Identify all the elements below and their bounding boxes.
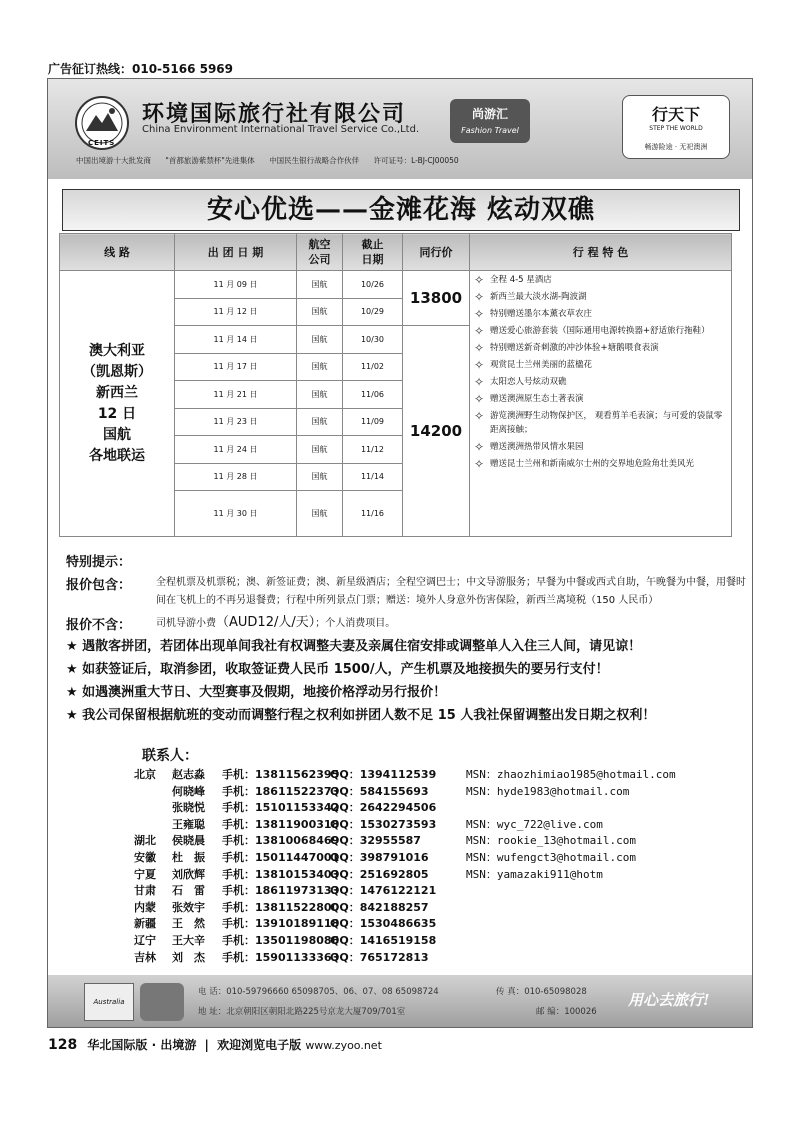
contact-row [134, 933, 676, 950]
company-header [48, 79, 752, 179]
contact-region: 甘肃 [134, 884, 156, 898]
contact-phone: 手机：13810068469 [222, 834, 340, 848]
feature-text: 赠送澳洲原生态土著表演 [490, 394, 584, 404]
page-footer [48, 1036, 382, 1053]
contact-phone: 手机：15101153342 [222, 801, 340, 815]
contact-qq: QQ：398791016 [330, 850, 429, 864]
star-outline-icon: ✧ [474, 341, 485, 355]
depart-date: 11 月 28 日 [175, 463, 297, 491]
feature-text: 特别赠送新奇刺激的冲沙体验+塘鹅喂食表演 [490, 343, 659, 353]
ad-hotline: 广告征订热线：010-5166 5969 [48, 62, 234, 76]
license-number: 许可证号：L-BJ-CJ00050 [373, 156, 459, 165]
star-outline-icon: ✧ [474, 375, 485, 389]
contact-msn: MSN：wufengct3@hotmail.com [466, 850, 636, 864]
contact-name: 赵志淼 [172, 768, 205, 781]
price-excludes [66, 614, 746, 633]
contact-qq: QQ：1476122121 [330, 884, 437, 898]
deadline: 11/12 [343, 436, 403, 464]
contact-row [134, 850, 676, 867]
contact-row [134, 916, 676, 933]
deadline: 10/29 [343, 298, 403, 326]
contact-name: 侯晓晨 [172, 834, 205, 848]
route-cell [60, 271, 175, 537]
contact-name: 王雍聪 [172, 817, 205, 831]
route-line: 国航 [103, 426, 131, 443]
tour-title-box [62, 189, 740, 231]
price-cell-2: 14200 [403, 326, 470, 537]
contact-name: 何晓峰 [172, 784, 205, 798]
feature-text: 赠送爱心旅游套装（国际通用电源转换器+舒适旅行拖鞋） [490, 326, 710, 336]
col-features: 行 程 特 色 [470, 234, 732, 271]
contact-name: 王 然 [172, 917, 205, 931]
star-outline-icon: ✧ [474, 457, 485, 471]
feature-text: 赠送昆士兰州和新南威尔士州的交界地危险角壮美风光 [490, 459, 695, 469]
footer-phone: 电 话：010-59796660 65098705、06、07、08 65098724 [198, 987, 439, 997]
contact-row [134, 900, 676, 917]
feature-item [474, 290, 727, 304]
airline: 国航 [297, 326, 343, 354]
star-outline-icon: ✧ [474, 440, 485, 454]
separator: | [204, 1038, 209, 1052]
policy-note: ★ 我公司保留根据航班的变动而调整行程之权利如拼团人数不足 15 人我社保留调整出发日期之权利！ [66, 708, 656, 723]
feature-item [474, 324, 727, 338]
contact-phone: 手机：18611973133 [222, 884, 340, 898]
route-line: （凯恩斯） [82, 363, 152, 380]
honor-3: 中国民生银行战略合作伙伴 [269, 156, 360, 165]
feature-text: 全程 4-5 星酒店 [490, 275, 552, 285]
col-deadline-label: 截止 日期 [361, 238, 384, 266]
contact-qq: QQ：584155693 [330, 784, 429, 798]
contact-qq: QQ：1530273593 [330, 817, 437, 831]
notes-title: 特别提示： [66, 555, 132, 570]
contact-name: 杜 振 [172, 850, 205, 864]
depart-date: 11 月 12 日 [175, 298, 297, 326]
contact-phone: 手机：13811900318 [222, 817, 340, 831]
policy-note: ★ 如获签证后，取消参团，收取签证费人民币 1500/人，产生机票及地接损失的要另行支付！ [66, 662, 609, 677]
special-notes [66, 551, 746, 725]
footer-fax: 传 真：010-65098028 [496, 987, 587, 997]
contact-name: 刘欣辉 [172, 867, 205, 881]
excludes-rest: ；个人消费项目。 [315, 618, 396, 629]
fashion-travel-logo [450, 99, 530, 143]
contact-phone: 手机：13810153403 [222, 867, 340, 881]
contact-region: 北京 [134, 768, 156, 781]
xingtianxia-logo [622, 95, 730, 159]
contact-phone: 手机：13501198086 [222, 933, 340, 947]
site-url: www.zyoo.net [305, 1039, 382, 1052]
depart-date: 11 月 24 日 [175, 436, 297, 464]
includes-text: 全程机票及机票税；澳、新签证费；澳、新星级酒店；全程空调巴士；中文导游服务；早餐为中餐或西式自助，午晚餐为中餐，用餐时间在飞机上的不再另退餐费；行程中所列景点门票；赠送：境外人身意外伤害保险，新西兰离境税（150 人民币） [156, 577, 746, 606]
star-outline-icon: ✧ [474, 307, 485, 321]
contact-qq: QQ：2642294506 [330, 801, 437, 815]
feature-item [474, 392, 727, 406]
honor-2: "首都旅游紫禁杯"先进集体 [165, 156, 255, 165]
contact-row [134, 833, 676, 850]
star-outline-icon: ✧ [474, 392, 485, 406]
feature-text: 新西兰最大淡水湖-陶波湖 [490, 292, 587, 302]
contact-row [134, 867, 676, 884]
airline: 国航 [297, 353, 343, 381]
contact-qq: QQ：1416519158 [330, 933, 437, 947]
contact-phone: 手机：18611522373 [222, 784, 340, 798]
airline: 国航 [297, 381, 343, 409]
contact-region: 宁夏 [134, 867, 156, 881]
contact-qq: QQ：32955587 [330, 834, 421, 848]
depart-date: 11 月 17 日 [175, 353, 297, 381]
honor-1: 中国出境游十大批发商 [76, 156, 151, 165]
policy-note: ★ 遇散客拼团，若团体出现单间我社有权调整夫妻及亲属住宿安排或调整单人入住三人间，请见谅！ [66, 639, 642, 654]
feature-text: 特别赠送墨尔本薰衣草农庄 [490, 309, 593, 319]
contact-qq: QQ：842188257 [330, 900, 429, 914]
depart-date: 11 月 21 日 [175, 381, 297, 409]
airline: 国航 [297, 408, 343, 436]
policy-note: ★ 如遇澳洲重大节日、大型赛事及假期，地接价格浮动另行报价！ [66, 685, 447, 700]
contact-msn: MSN：zhaozhimiao1985@hotmail.com [466, 768, 676, 781]
contact-row [134, 767, 676, 784]
excludes-label: 报价不含： [66, 618, 132, 633]
company-name-cn: 环境国际旅行社有限公司 [142, 102, 407, 127]
depart-date: 11 月 09 日 [175, 271, 297, 299]
contact-phone: 手机：15901133363 [222, 950, 340, 964]
deadline: 11/06 [343, 381, 403, 409]
col-deadline [343, 234, 403, 271]
tour-table [59, 233, 732, 537]
contact-region [134, 784, 172, 801]
feature-item [474, 375, 727, 389]
feature-text: 游览澳洲野生动物保护区， 观看剪羊毛表演；与可爱的袋鼠零距离接触； [490, 411, 723, 435]
col-airline-label: 航空 公司 [308, 238, 331, 266]
contact-region: 新疆 [134, 917, 156, 931]
star-outline-icon: ✧ [474, 409, 485, 423]
features-cell [470, 271, 732, 537]
excludes-amount: （AUD12/人/天） [216, 615, 316, 630]
contact-region: 安徽 [134, 850, 156, 864]
col-price: 同行价 [403, 234, 470, 271]
contact-phone: 手机：15011447001 [222, 850, 340, 864]
promo: 欢迎浏览电子版 [217, 1038, 302, 1052]
deadline: 10/30 [343, 326, 403, 354]
footer-bar [48, 975, 752, 1027]
contact-qq: QQ：1530486635 [330, 917, 437, 931]
contact-region [134, 817, 172, 834]
company-honors [76, 155, 471, 166]
contact-msn: MSN：rookie_13@hotmail.com [466, 834, 636, 848]
excludes-text [156, 614, 395, 633]
contact-phone: 手机：13811522800 [222, 900, 340, 914]
contact-row [134, 883, 676, 900]
fashion-logo-cn: 尚游汇 [471, 107, 508, 121]
xtx-tagline: 畅游险途 · 无祀澳洲 [644, 143, 708, 151]
feature-item [474, 341, 727, 355]
contact-qq: QQ：765172813 [330, 950, 429, 964]
footer-slogan: 用心去旅行! [628, 991, 710, 1009]
ad-frame [47, 78, 753, 1028]
fashion-logo-en: Fashion Travel [461, 126, 519, 135]
partner-logo-icon [140, 983, 184, 1021]
contact-msn: MSN：hyde1983@hotmail.com [466, 784, 630, 798]
contact-row [134, 800, 676, 817]
feature-text: 太阳恋人号炫动双礁 [490, 377, 567, 387]
contact-name: 刘 杰 [172, 950, 205, 964]
depart-date: 11 月 14 日 [175, 326, 297, 354]
deadline: 11/09 [343, 408, 403, 436]
route-line: 澳大利亚 [89, 342, 145, 359]
contact-qq: QQ：251692805 [330, 867, 429, 881]
route-line: 12 日 [97, 405, 137, 422]
depart-date: 11 月 23 日 [175, 408, 297, 436]
contact-region: 湖北 [134, 834, 156, 848]
feature-item [474, 307, 727, 321]
contact-msn: MSN：wyc_722@live.com [466, 817, 603, 831]
tour-title: 安心优选——金滩花海 炫动双礁 [206, 195, 596, 225]
feature-item [474, 409, 727, 437]
company-name-en: China Environment International Travel Service Co.,Ltd. [142, 124, 420, 135]
contact-name: 张效宇 [172, 900, 205, 914]
contact-name: 王大辛 [172, 933, 205, 947]
feature-text: 赠送澳洲热带风情水果园 [490, 442, 584, 452]
airline: 国航 [297, 463, 343, 491]
contact-region: 吉林 [134, 950, 156, 964]
col-route: 线 路 [60, 234, 175, 271]
xtx-en: STEP THE WORLD [649, 125, 703, 132]
table-row [60, 271, 732, 299]
star-outline-icon: ✧ [474, 324, 485, 338]
australia-logo: Australia [84, 983, 134, 1021]
table-header-row [60, 234, 732, 271]
contact-row [134, 950, 676, 967]
contacts-title: 联系人： [142, 748, 198, 764]
edition: 华北国际版 · 出境游 [87, 1038, 197, 1052]
deadline: 11/16 [343, 491, 403, 537]
route-line: 新西兰 [96, 384, 138, 401]
feature-text: 观赏昆士兰州美丽的蓝楹花 [490, 360, 593, 370]
footer-address: 地 址：北京朝阳区朝阳北路225号京龙大厦709/701室 [198, 1007, 406, 1017]
route-line: 各地联运 [89, 447, 145, 464]
contact-phone: 手机：13811562395 [222, 768, 340, 781]
contact-region [134, 800, 172, 817]
contact-list [134, 745, 676, 966]
contact-name: 张晓悦 [172, 801, 205, 815]
deadline: 10/26 [343, 271, 403, 299]
includes-label: 报价包含： [66, 578, 132, 593]
airline: 国航 [297, 491, 343, 537]
feature-item [474, 358, 727, 372]
logo-caption: CEITS [88, 139, 116, 147]
contact-phone: 手机：13910189118 [222, 917, 340, 931]
star-outline-icon: ✧ [474, 290, 485, 304]
excludes-tip: 司机导游小费 [156, 618, 216, 629]
contact-region: 内蒙 [134, 900, 156, 914]
contact-row [134, 784, 676, 801]
contact-region: 辽宁 [134, 933, 156, 947]
contact-name: 石 雷 [172, 884, 205, 898]
contact-row [134, 817, 676, 834]
page-number: 128 [48, 1037, 78, 1053]
footer-zip: 邮 编：100026 [536, 1007, 597, 1017]
price-includes [66, 574, 746, 610]
col-airline [297, 234, 343, 271]
star-outline-icon: ✧ [474, 273, 485, 287]
deadline: 11/14 [343, 463, 403, 491]
feature-item [474, 440, 727, 454]
contact-qq: QQ：1394112539 [330, 768, 437, 781]
feature-item [474, 273, 727, 287]
depart-date: 11 月 30 日 [175, 491, 297, 537]
airline: 国航 [297, 436, 343, 464]
xtx-title: 行天下 [651, 105, 700, 124]
price-cell-1: 13800 [403, 271, 470, 326]
star-outline-icon: ✧ [474, 358, 485, 372]
col-date: 出 团 日 期 [175, 234, 297, 271]
airline: 国航 [297, 271, 343, 299]
feature-item [474, 457, 727, 471]
airline: 国航 [297, 298, 343, 326]
contact-msn: MSN：yamazaki911@hotm [466, 867, 603, 881]
deadline: 11/02 [343, 353, 403, 381]
